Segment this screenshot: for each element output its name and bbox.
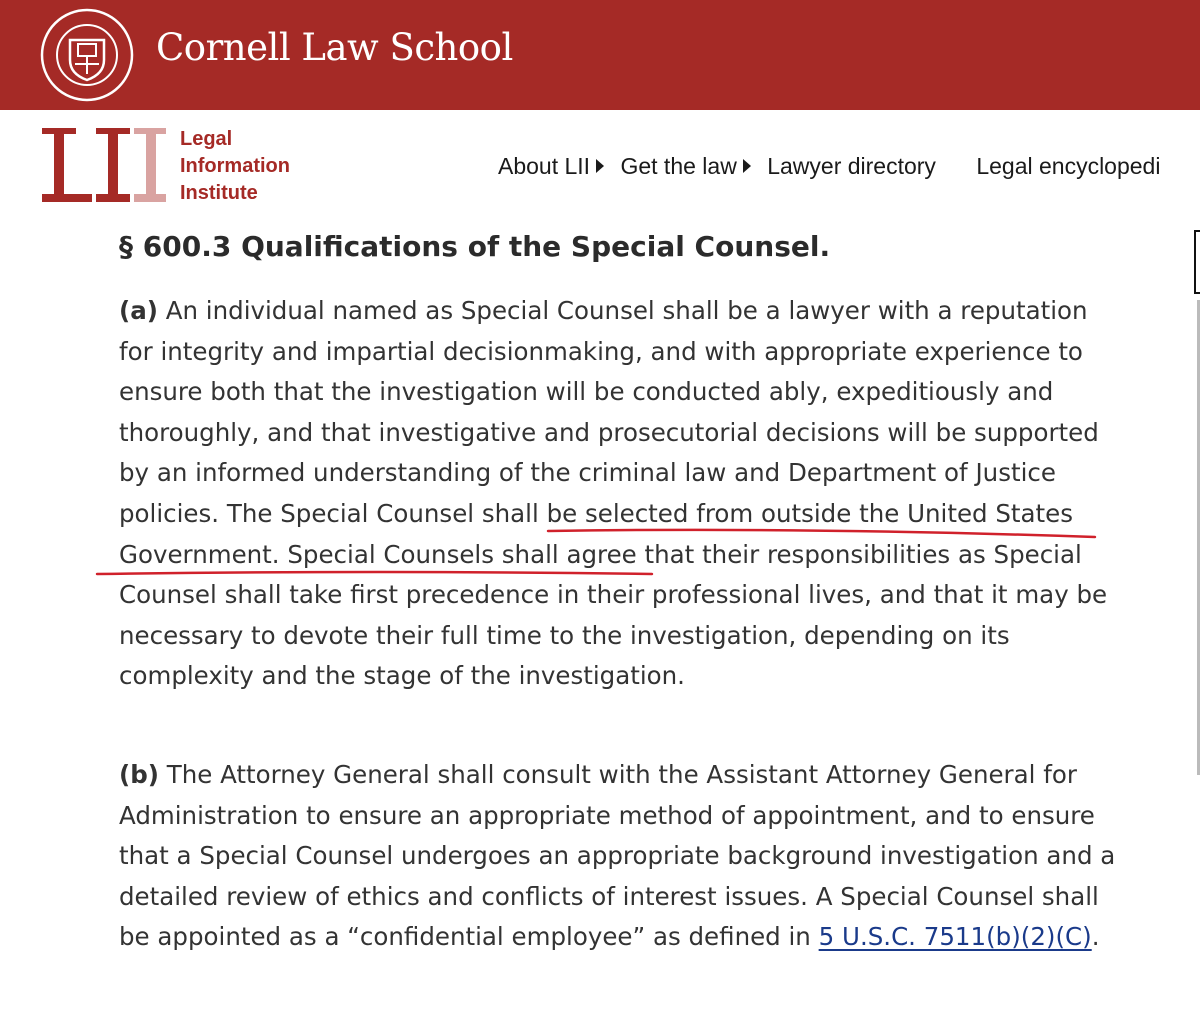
caret-right-icon [743, 159, 751, 173]
lii-name-line: Institute [180, 182, 258, 204]
cornell-seal-logo[interactable] [40, 8, 134, 102]
paragraph-a [119, 291, 1119, 697]
school-name[interactable]: Cornell Law School [156, 26, 513, 69]
usc-citation-link[interactable]: 5 U.S.C. 7511(b)(2)(C) [818, 922, 1092, 952]
lii-name[interactable] [180, 126, 290, 207]
paragraph-text: . Special Counsels shall agree that their responsibilities as Special Counsel shall take first precedence in their professional lives, and that it may be necessary to devote their full time to the investigation, depending on its complexity and the stage of the investigation. [119, 539, 1108, 691]
paragraph-b [119, 755, 1119, 958]
nav-item-legal-encyclopedia[interactable] [976, 153, 1160, 180]
paragraph-label: (b) [119, 760, 159, 789]
nav-item-get-the-law[interactable] [620, 153, 750, 180]
paragraph-text: The Attorney General shall consult with the Assistant Attorney General for Administration to ensure an appropriate method of appointment, and to ensure that a Special Counsel undergoes an appropriate background investigation and a detailed review of ethics and conflicts of interest issues. A Special Counsel shall be appointed as a “confidential employee” as defined in [119, 760, 1116, 952]
paragraph-label: (a) [119, 296, 158, 325]
scrollbar-edge[interactable] [1194, 230, 1200, 294]
nav-label: About LII [498, 153, 591, 179]
nav-label: Legal encyclopedi [976, 153, 1161, 179]
lii-name-line: Information [180, 155, 290, 177]
highlighted-sentence: The Special Counsel shall be selected from outside the United States Government [119, 498, 1073, 569]
section-title: § 600.3 Qualifications of the Special Counsel. [119, 230, 831, 263]
lii-name-line: Legal [180, 128, 233, 150]
paragraph-text: . [1091, 922, 1100, 952]
caret-right-icon [596, 159, 604, 173]
lii-logo[interactable] [40, 124, 170, 208]
nav-label: Get the law [620, 153, 737, 179]
nav-item-about-lii[interactable] [498, 153, 604, 180]
main-nav [498, 153, 1160, 180]
nav-item-lawyer-directory[interactable] [767, 153, 936, 180]
cornell-banner [0, 0, 1200, 110]
nav-label: Lawyer directory [767, 153, 936, 179]
paragraph-text: An individual named as Special Counsel shall be a lawyer with a reputation for integrity and impartial decisionmaking, and with appropriate experience to ensure both that the investigation will be conducted ably, expeditiously and thoroughly, and that investigative and prosecutorial decisions will be supported by an informed understanding of the criminal law and Department of Justice policies. [119, 296, 1099, 528]
